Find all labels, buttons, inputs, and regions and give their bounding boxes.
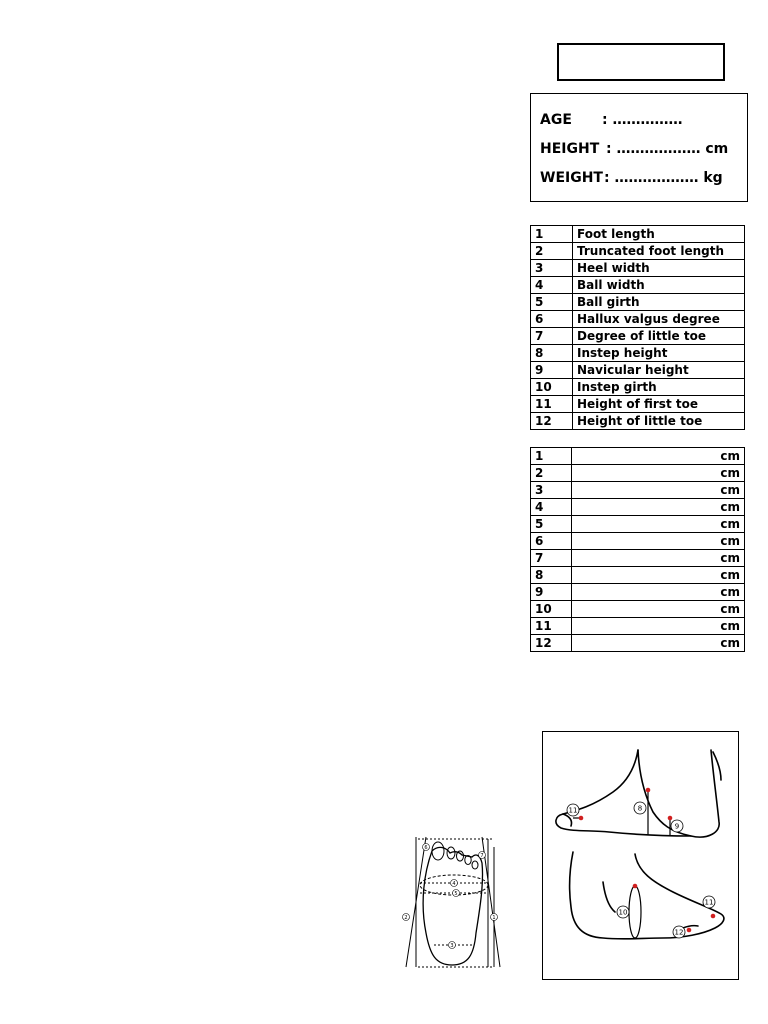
table-row — [531, 379, 745, 396]
top-label-1: 1 — [492, 915, 496, 921]
row-number: 11 — [531, 396, 573, 413]
value-cell[interactable]: cm — [572, 499, 745, 516]
table-row — [531, 584, 745, 601]
table-row — [531, 550, 745, 567]
age-label: AGE — [540, 112, 572, 128]
top-label-5: 5 — [454, 891, 458, 897]
height-row — [540, 141, 728, 157]
row-number: 4 — [531, 499, 572, 516]
value-cell[interactable]: cm — [572, 635, 745, 652]
side-label-9: 9 — [674, 822, 680, 831]
table-row — [531, 567, 745, 584]
table-row — [531, 277, 745, 294]
row-number: 12 — [531, 635, 572, 652]
table-row — [531, 260, 745, 277]
table-row — [531, 533, 745, 550]
foot-side-view-diagram — [543, 732, 737, 978]
measurement-name: Degree of little toe — [573, 328, 745, 345]
row-number: 1 — [531, 448, 572, 465]
table-row — [531, 362, 745, 379]
id-box[interactable] — [557, 43, 725, 81]
side-label-11-upper: 11 — [568, 806, 578, 815]
value-cell[interactable]: cm — [572, 533, 745, 550]
row-number: 2 — [531, 465, 572, 482]
age-field[interactable]: : …………… — [602, 112, 683, 128]
top-label-3: 3 — [450, 943, 454, 949]
measurement-name: Instep height — [573, 345, 745, 362]
measurement-name: Heel width — [573, 260, 745, 277]
table-row — [531, 226, 745, 243]
measurement-name: Height of little toe — [573, 413, 745, 430]
value-cell[interactable]: cm — [572, 482, 745, 499]
row-number: 9 — [531, 584, 572, 601]
value-cell[interactable]: cm — [572, 448, 745, 465]
measurement-name: Height of first toe — [573, 396, 745, 413]
side-label-12: 12 — [674, 928, 684, 937]
table-row — [531, 413, 745, 430]
table-row — [531, 482, 745, 499]
side-label-11-lower: 11 — [704, 898, 714, 907]
measurement-name: Truncated foot length — [573, 243, 745, 260]
row-number: 9 — [531, 362, 573, 379]
measurement-name: Instep girth — [573, 379, 745, 396]
row-number: 3 — [531, 482, 572, 499]
value-cell[interactable]: cm — [572, 601, 745, 618]
value-cell[interactable]: cm — [572, 584, 745, 601]
row-number: 6 — [531, 311, 573, 328]
measurement-name: Navicular height — [573, 362, 745, 379]
measurement-name: Ball width — [573, 277, 745, 294]
row-number: 11 — [531, 618, 572, 635]
height-label: HEIGHT — [540, 141, 600, 157]
table-row — [531, 328, 745, 345]
row-number: 5 — [531, 516, 572, 533]
weight-label: WEIGHT — [540, 170, 603, 186]
row-number: 10 — [531, 379, 573, 396]
row-number: 12 — [531, 413, 573, 430]
foot-side-view-frame — [542, 731, 739, 980]
value-cell[interactable]: cm — [572, 618, 745, 635]
table-row — [531, 499, 745, 516]
measurement-name: Foot length — [573, 226, 745, 243]
height-field[interactable]: : ……………… cm — [606, 141, 729, 157]
table-row — [531, 243, 745, 260]
table-row — [531, 601, 745, 618]
table-row — [531, 618, 745, 635]
table-row — [531, 396, 745, 413]
side-label-8: 8 — [637, 804, 643, 813]
row-number: 4 — [531, 277, 573, 294]
row-number: 6 — [531, 533, 572, 550]
row-number: 8 — [531, 567, 572, 584]
table-row — [531, 345, 745, 362]
top-label-4: 4 — [452, 881, 456, 887]
row-number: 8 — [531, 345, 573, 362]
measurement-name: Hallux valgus degree — [573, 311, 745, 328]
measurement-values-table — [530, 447, 745, 652]
top-label-7: 7 — [480, 853, 484, 859]
row-number: 3 — [531, 260, 573, 277]
row-number: 2 — [531, 243, 573, 260]
side-label-10: 10 — [618, 908, 628, 917]
table-row — [531, 516, 745, 533]
row-number: 5 — [531, 294, 573, 311]
value-cell[interactable]: cm — [572, 465, 745, 482]
row-number: 1 — [531, 226, 573, 243]
table-row — [531, 635, 745, 652]
table-row — [531, 294, 745, 311]
foot-top-view-diagram — [400, 833, 505, 973]
measurement-list-table — [530, 225, 745, 430]
table-row — [531, 311, 745, 328]
patient-info-box — [530, 93, 748, 202]
age-row — [540, 112, 682, 128]
top-label-2: 2 — [404, 915, 408, 921]
row-number: 7 — [531, 328, 573, 345]
value-cell[interactable]: cm — [572, 516, 745, 533]
row-number: 7 — [531, 550, 572, 567]
top-label-6: 6 — [424, 845, 428, 851]
measurement-name: Ball girth — [573, 294, 745, 311]
weight-row — [540, 170, 723, 186]
table-row — [531, 465, 745, 482]
row-number: 10 — [531, 601, 572, 618]
table-row — [531, 448, 745, 465]
value-cell[interactable]: cm — [572, 567, 745, 584]
value-cell[interactable]: cm — [572, 550, 745, 567]
weight-field[interactable]: : ……………… kg — [604, 170, 723, 186]
